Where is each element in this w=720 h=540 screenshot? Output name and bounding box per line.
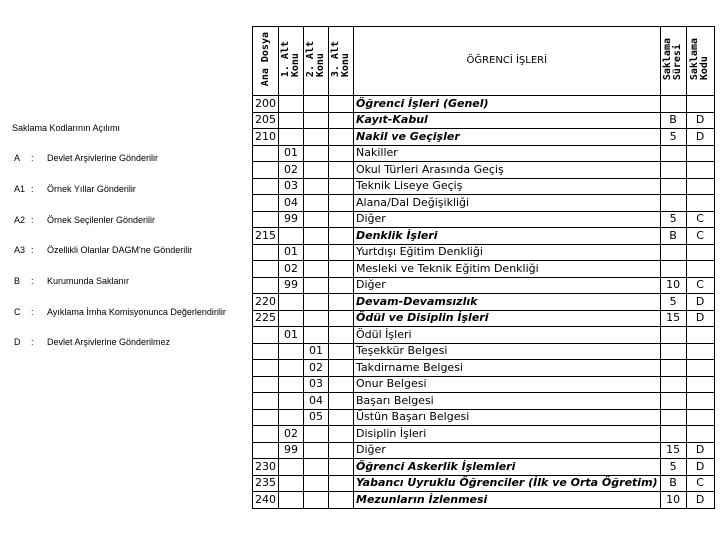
retention-code bbox=[686, 426, 714, 443]
table-header-row bbox=[253, 27, 715, 96]
retention-period bbox=[660, 360, 686, 377]
alt-konu-2-code bbox=[304, 327, 329, 344]
table-row bbox=[253, 475, 715, 492]
alt-konu-1-code bbox=[279, 360, 304, 377]
table-row bbox=[253, 211, 715, 228]
legend-text: Ayıklama İmha Komisyonunca Değerlendirilir bbox=[47, 307, 226, 317]
table-row bbox=[253, 327, 715, 344]
retention-code bbox=[686, 409, 714, 426]
table-row bbox=[253, 178, 715, 195]
table-row bbox=[253, 360, 715, 377]
retention-period bbox=[660, 261, 686, 278]
alt-konu-3-code bbox=[329, 112, 354, 129]
retention-period bbox=[660, 343, 686, 360]
table-row bbox=[253, 112, 715, 129]
table-row bbox=[253, 162, 715, 179]
alt-konu-1-code: 99 bbox=[279, 277, 304, 294]
record-description: Alana/Dal Değişikliği bbox=[354, 195, 661, 212]
table-row bbox=[253, 129, 715, 146]
alt-konu-3-code bbox=[329, 294, 354, 311]
retention-code: C bbox=[686, 475, 714, 492]
table-row bbox=[253, 261, 715, 278]
alt-konu-3-code bbox=[329, 261, 354, 278]
alt-konu-3-code bbox=[329, 178, 354, 195]
alt-konu-1-code bbox=[279, 228, 304, 245]
ana-dosya-code bbox=[253, 426, 279, 443]
retention-period: 5 bbox=[660, 129, 686, 146]
alt-konu-3-code bbox=[329, 195, 354, 212]
table-title: ÖĞRENCİ İŞLERİ bbox=[354, 27, 661, 96]
legend-text: Devlet Arşivlerine Gönderilir bbox=[47, 153, 159, 163]
record-description: Takdirname Belgesi bbox=[354, 360, 661, 377]
ana-dosya-code bbox=[253, 211, 279, 228]
alt-konu-1-code: 99 bbox=[279, 442, 304, 459]
record-description: Denklik İşleri bbox=[354, 228, 661, 245]
alt-konu-1-code: 03 bbox=[279, 178, 304, 195]
alt-konu-3-code bbox=[329, 129, 354, 146]
alt-konu-3-code bbox=[329, 145, 354, 162]
retention-code bbox=[686, 376, 714, 393]
retention-period bbox=[660, 145, 686, 162]
alt-konu-1-code bbox=[279, 112, 304, 129]
retention-period: 5 bbox=[660, 294, 686, 311]
retention-period: 10 bbox=[660, 492, 686, 509]
record-description: Üstün Başarı Belgesi bbox=[354, 409, 661, 426]
table-row bbox=[253, 442, 715, 459]
retention-code bbox=[686, 327, 714, 344]
alt-konu-1-code bbox=[279, 376, 304, 393]
alt-konu-3-code bbox=[329, 393, 354, 410]
legend-code: D bbox=[14, 337, 21, 347]
ana-dosya-code: 225 bbox=[253, 310, 279, 327]
alt-konu-1-code bbox=[279, 393, 304, 410]
alt-konu-1-code bbox=[279, 343, 304, 360]
alt-konu-1-code bbox=[279, 492, 304, 509]
table-row bbox=[253, 294, 715, 311]
retention-period bbox=[660, 376, 686, 393]
legend-text: Kurumunda Saklanır bbox=[47, 276, 130, 286]
retention-code bbox=[686, 244, 714, 261]
retention-period: 5 bbox=[660, 459, 686, 476]
alt-konu-3-code bbox=[329, 277, 354, 294]
retention-period bbox=[660, 393, 686, 410]
ana-dosya-code: 240 bbox=[253, 492, 279, 509]
retention-period bbox=[660, 195, 686, 212]
retention-code: C bbox=[686, 277, 714, 294]
record-description: Diğer bbox=[354, 277, 661, 294]
record-description: Diğer bbox=[354, 211, 661, 228]
alt-konu-2-code bbox=[304, 459, 329, 476]
alt-konu-2-code bbox=[304, 261, 329, 278]
alt-konu-2-code bbox=[304, 442, 329, 459]
alt-konu-1-code: 02 bbox=[279, 426, 304, 443]
retention-code: D bbox=[686, 492, 714, 509]
retention-period bbox=[660, 96, 686, 113]
retention-period bbox=[660, 426, 686, 443]
table-row bbox=[253, 145, 715, 162]
record-description: Ödül ve Disiplin İşleri bbox=[354, 310, 661, 327]
table-row bbox=[253, 244, 715, 261]
legend-separator: : bbox=[31, 337, 34, 347]
header-alt-konu-1: 1. Alt Konu bbox=[279, 27, 304, 96]
ana-dosya-code bbox=[253, 162, 279, 179]
retention-period: B bbox=[660, 475, 686, 492]
alt-konu-2-code bbox=[304, 228, 329, 245]
alt-konu-2-code bbox=[304, 96, 329, 113]
retention-code: D bbox=[686, 442, 714, 459]
alt-konu-1-code bbox=[279, 409, 304, 426]
alt-konu-3-code bbox=[329, 96, 354, 113]
alt-konu-2-code bbox=[304, 112, 329, 129]
alt-konu-2-code bbox=[304, 492, 329, 509]
ana-dosya-code: 205 bbox=[253, 112, 279, 129]
table-row bbox=[253, 426, 715, 443]
ana-dosya-code bbox=[253, 360, 279, 377]
record-description: Disiplin İşleri bbox=[354, 426, 661, 443]
alt-konu-1-code: 02 bbox=[279, 162, 304, 179]
record-description: Nakil ve Geçişler bbox=[354, 129, 661, 146]
alt-konu-1-code bbox=[279, 459, 304, 476]
record-description: Öğrenci Askerlik İşlemleri bbox=[354, 459, 661, 476]
table-row bbox=[253, 409, 715, 426]
ana-dosya-code bbox=[253, 277, 279, 294]
legend-text: Örnek Yıllar Gönderilir bbox=[47, 184, 136, 194]
legend-title: Saklama Kodlarının Açılımı bbox=[12, 123, 121, 133]
alt-konu-2-code bbox=[304, 277, 329, 294]
table-row bbox=[253, 393, 715, 410]
record-description: Teşekkür Belgesi bbox=[354, 343, 661, 360]
record-description: Diğer bbox=[354, 442, 661, 459]
ana-dosya-code bbox=[253, 409, 279, 426]
retention-period: 15 bbox=[660, 310, 686, 327]
retention-code: D bbox=[686, 129, 714, 146]
alt-konu-1-code bbox=[279, 129, 304, 146]
retention-period bbox=[660, 409, 686, 426]
alt-konu-3-code bbox=[329, 360, 354, 377]
ana-dosya-code bbox=[253, 442, 279, 459]
legend-code: A bbox=[14, 153, 21, 163]
record-description: Okul Türleri Arasında Geçiş bbox=[354, 162, 661, 179]
legend-separator: : bbox=[31, 245, 34, 255]
table-row bbox=[253, 376, 715, 393]
retention-period bbox=[660, 162, 686, 179]
records-table bbox=[252, 26, 715, 509]
alt-konu-3-code bbox=[329, 228, 354, 245]
retention-code bbox=[686, 145, 714, 162]
alt-konu-2-code bbox=[304, 244, 329, 261]
ana-dosya-code: 230 bbox=[253, 459, 279, 476]
legend-separator: : bbox=[31, 215, 34, 225]
ana-dosya-code: 210 bbox=[253, 129, 279, 146]
alt-konu-3-code bbox=[329, 310, 354, 327]
retention-code bbox=[686, 162, 714, 179]
alt-konu-3-code bbox=[329, 426, 354, 443]
retention-code bbox=[686, 393, 714, 410]
retention-code-legend bbox=[0, 0, 250, 540]
ana-dosya-code: 220 bbox=[253, 294, 279, 311]
alt-konu-3-code bbox=[329, 409, 354, 426]
retention-period bbox=[660, 178, 686, 195]
alt-konu-2-code bbox=[304, 145, 329, 162]
alt-konu-2-code bbox=[304, 195, 329, 212]
alt-konu-1-code bbox=[279, 294, 304, 311]
legend-text: Devlet Arşivlerine Gönderilmez bbox=[47, 337, 171, 347]
ana-dosya-code bbox=[253, 261, 279, 278]
record-description: Mezunların İzlenmesi bbox=[354, 492, 661, 509]
ana-dosya-code bbox=[253, 393, 279, 410]
ana-dosya-code: 200 bbox=[253, 96, 279, 113]
retention-code bbox=[686, 178, 714, 195]
record-description: Öğrenci İşleri (Genel) bbox=[354, 96, 661, 113]
alt-konu-3-code bbox=[329, 211, 354, 228]
retention-code: D bbox=[686, 310, 714, 327]
retention-period: 10 bbox=[660, 277, 686, 294]
ana-dosya-code bbox=[253, 195, 279, 212]
record-description: Devam-Devamsızlık bbox=[354, 294, 661, 311]
record-description: Başarı Belgesi bbox=[354, 393, 661, 410]
header-saklama-suresi: Saklama Süresi bbox=[660, 27, 686, 96]
alt-konu-3-code bbox=[329, 492, 354, 509]
alt-konu-3-code bbox=[329, 442, 354, 459]
alt-konu-2-code: 02 bbox=[304, 360, 329, 377]
alt-konu-3-code bbox=[329, 327, 354, 344]
ana-dosya-code bbox=[253, 244, 279, 261]
retention-code: C bbox=[686, 211, 714, 228]
legend-text: Özellikli Olanlar DAGM'ne Gönderilir bbox=[47, 245, 193, 255]
alt-konu-3-code bbox=[329, 376, 354, 393]
alt-konu-1-code: 01 bbox=[279, 327, 304, 344]
record-description: Yabancı Uyruklu Öğrenciler (İlk ve Orta Öğretim) bbox=[354, 475, 661, 492]
retention-period: 5 bbox=[660, 211, 686, 228]
legend-separator: : bbox=[31, 307, 34, 317]
alt-konu-1-code bbox=[279, 96, 304, 113]
alt-konu-1-code: 99 bbox=[279, 211, 304, 228]
alt-konu-1-code: 02 bbox=[279, 261, 304, 278]
record-description: Onur Belgesi bbox=[354, 376, 661, 393]
table-row bbox=[253, 228, 715, 245]
record-description: Yurtdışı Eğitim Denkliği bbox=[354, 244, 661, 261]
alt-konu-3-code bbox=[329, 343, 354, 360]
table-row bbox=[253, 195, 715, 212]
retention-period bbox=[660, 244, 686, 261]
alt-konu-2-code bbox=[304, 475, 329, 492]
header-alt-konu-2: 2. Alt Konu bbox=[304, 27, 329, 96]
retention-code bbox=[686, 96, 714, 113]
table-row bbox=[253, 343, 715, 360]
header-alt-konu-3: 3. Alt Konu bbox=[329, 27, 354, 96]
retention-period: B bbox=[660, 112, 686, 129]
alt-konu-2-code bbox=[304, 426, 329, 443]
record-description: Mesleki ve Teknik Eğitim Denkliği bbox=[354, 261, 661, 278]
alt-konu-2-code: 01 bbox=[304, 343, 329, 360]
alt-konu-2-code bbox=[304, 294, 329, 311]
alt-konu-2-code bbox=[304, 310, 329, 327]
alt-konu-1-code bbox=[279, 475, 304, 492]
legend-code: C bbox=[14, 307, 21, 317]
alt-konu-2-code bbox=[304, 162, 329, 179]
retention-code: C bbox=[686, 228, 714, 245]
record-description: Nakiller bbox=[354, 145, 661, 162]
alt-konu-2-code: 05 bbox=[304, 409, 329, 426]
alt-konu-1-code: 01 bbox=[279, 244, 304, 261]
retention-code bbox=[686, 343, 714, 360]
alt-konu-2-code: 04 bbox=[304, 393, 329, 410]
alt-konu-3-code bbox=[329, 475, 354, 492]
record-description: Kayıt-Kabul bbox=[354, 112, 661, 129]
legend-separator: : bbox=[31, 153, 34, 163]
retention-code: D bbox=[686, 459, 714, 476]
retention-period bbox=[660, 327, 686, 344]
table-row bbox=[253, 277, 715, 294]
ana-dosya-code: 215 bbox=[253, 228, 279, 245]
retention-period: B bbox=[660, 228, 686, 245]
alt-konu-3-code bbox=[329, 162, 354, 179]
table-row bbox=[253, 310, 715, 327]
legend-text: Örnek Seçilenler Gönderilir bbox=[47, 215, 156, 225]
record-description: Ödül İşleri bbox=[354, 327, 661, 344]
retention-code: D bbox=[686, 294, 714, 311]
retention-code bbox=[686, 195, 714, 212]
ana-dosya-code bbox=[253, 327, 279, 344]
alt-konu-1-code bbox=[279, 310, 304, 327]
legend-code: B bbox=[14, 276, 21, 286]
alt-konu-3-code bbox=[329, 244, 354, 261]
alt-konu-1-code: 01 bbox=[279, 145, 304, 162]
legend-code: A1 bbox=[14, 184, 26, 194]
retention-code bbox=[686, 261, 714, 278]
alt-konu-2-code bbox=[304, 129, 329, 146]
ana-dosya-code: 235 bbox=[253, 475, 279, 492]
alt-konu-2-code bbox=[304, 178, 329, 195]
legend-separator: : bbox=[31, 276, 34, 286]
header-saklama-kodu: Saklama Kodu bbox=[686, 27, 714, 96]
ana-dosya-code bbox=[253, 343, 279, 360]
table-row bbox=[253, 492, 715, 509]
record-description: Teknik Liseye Geçiş bbox=[354, 178, 661, 195]
legend-code: A3 bbox=[14, 245, 26, 255]
retention-period: 15 bbox=[660, 442, 686, 459]
legend-code: A2 bbox=[14, 215, 26, 225]
ana-dosya-code bbox=[253, 145, 279, 162]
alt-konu-2-code bbox=[304, 211, 329, 228]
ana-dosya-code bbox=[253, 178, 279, 195]
ana-dosya-code bbox=[253, 376, 279, 393]
alt-konu-3-code bbox=[329, 459, 354, 476]
table-row bbox=[253, 96, 715, 113]
table-row bbox=[253, 459, 715, 476]
header-ana-dosya: Ana Dosya bbox=[253, 27, 279, 96]
alt-konu-2-code: 03 bbox=[304, 376, 329, 393]
legend-separator: : bbox=[31, 184, 34, 194]
retention-code bbox=[686, 360, 714, 377]
alt-konu-1-code: 04 bbox=[279, 195, 304, 212]
retention-code: D bbox=[686, 112, 714, 129]
